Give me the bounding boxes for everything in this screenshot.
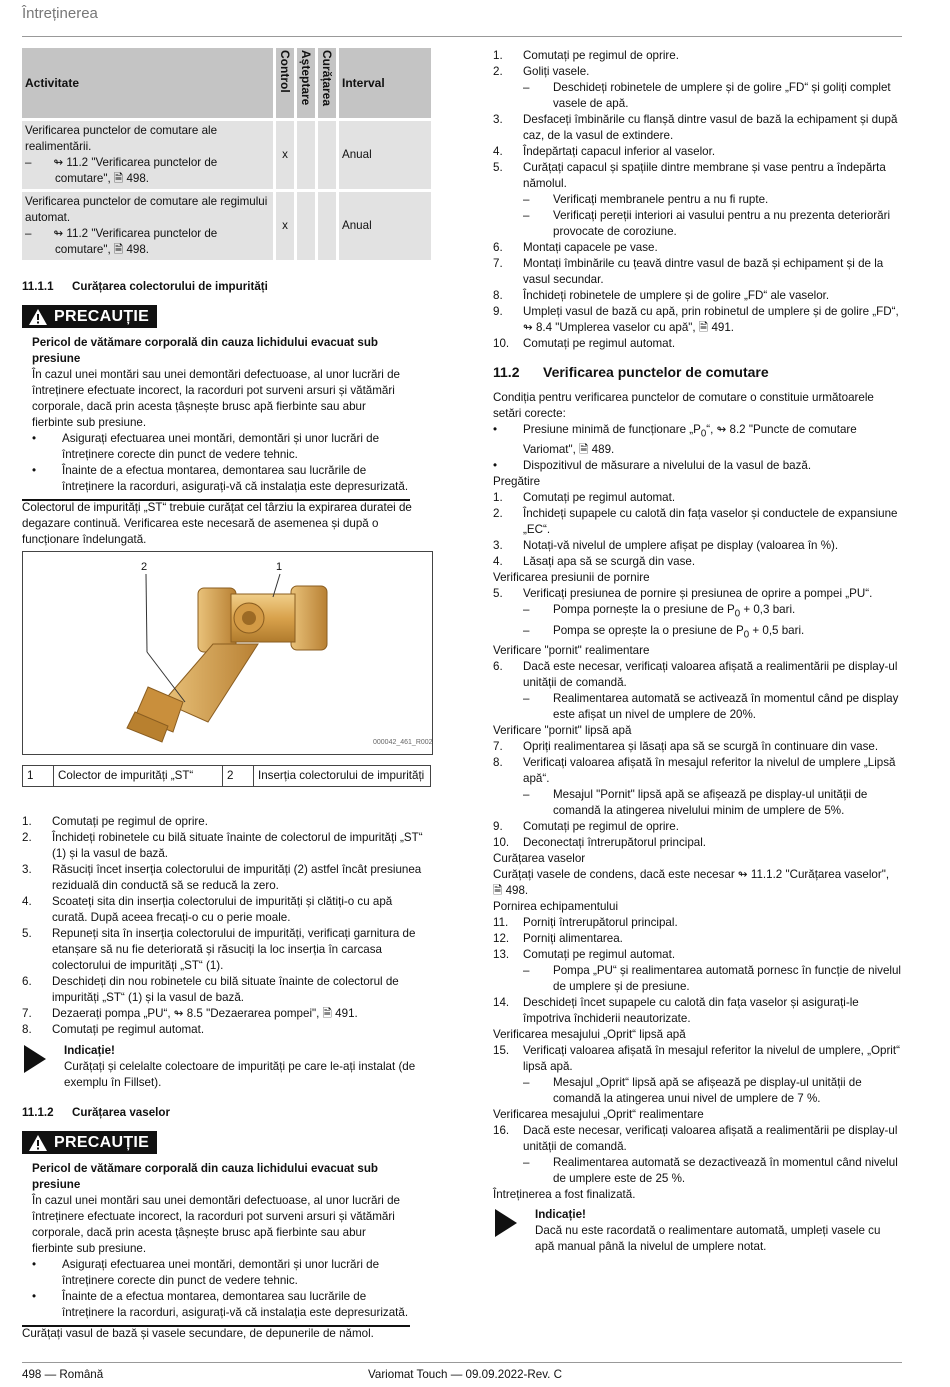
section-heading-1111: 11.1.1 Curățarea colectorului de impurități bbox=[22, 280, 268, 293]
link-arrow-icon: ↬ bbox=[173, 1007, 184, 1020]
activity-ref[interactable]: – ↬ 11.2 "Verificarea punctelor de comutare", 🗎 498. bbox=[25, 156, 218, 185]
note-title: Indicație! bbox=[64, 1044, 115, 1057]
warning-triangle-icon bbox=[28, 308, 48, 326]
note-body: Curățați și celelalte colectoare de impurități pe care le-ați instalat (de exemplu în Fillset). bbox=[64, 1060, 416, 1089]
control-cell: x bbox=[276, 121, 294, 189]
list-item: 10. Deconectați întrerupătorul principal. bbox=[493, 835, 707, 849]
cleaning-cell bbox=[318, 121, 336, 189]
list-item: 5. Verificați presiunea de pornire și presiunea de oprire a pompei „PU“. bbox=[493, 587, 873, 601]
figure-code: 000042_461_R002 bbox=[373, 739, 433, 746]
list-item: 14. Deschideți încet supapele cu calotă din fața vaselor și asigurați-le împotriva închiderii neautorizate. bbox=[493, 995, 859, 1025]
condition-paragraph: Condiția pentru verificarea punctelor de comutare o constituie următoarele setări corecte: bbox=[493, 391, 874, 420]
activity-cell bbox=[22, 121, 273, 189]
right-column bbox=[493, 48, 901, 1255]
list-item: 4. Îndepărtați capacul inferior al vaselor. bbox=[493, 145, 716, 158]
warning-body: În cazul unei montări sau unei demontări defectuoase, al unor lucrări de întreținere efectuate incorect, la racorduri pot surveni arsuri și vătămări corporale, dacă prin acesta țâșnește brusc apă fierbinte sau abur fierbinte sub presiune. bbox=[32, 1194, 400, 1255]
warning-title: Pericol de vătămare corporală din cauza lichidului evacuat sub presiune bbox=[32, 336, 379, 365]
note-box bbox=[22, 1043, 430, 1091]
subheading-refill-on: Verificare "pornit" realimentare bbox=[493, 643, 650, 657]
section-heading-1112: 11.1.2 Curățarea vaselor bbox=[22, 1106, 170, 1119]
interval-cell: Anual bbox=[339, 192, 431, 260]
subheading-lowwater-on: Verificare "pornit" lipsă apă bbox=[493, 723, 632, 737]
sub-item: – Realimentarea automată se dezactivează în momentul când nivelul de umplere este de 25 %. bbox=[523, 1155, 898, 1185]
list-item: 8. Comutați pe regimul automat. bbox=[22, 1023, 205, 1036]
outro-paragraph: Curățați vasul de bază și vasele secundare, de depunerile de nămol. bbox=[22, 1327, 374, 1340]
warning-bullet: • Asigurați efectuarea unei montări, demontări și unor lucrări de întreținere corecte din punct de vedere tehnic. bbox=[32, 432, 380, 461]
list-item: 6. Montați capacele pe vase. bbox=[493, 241, 658, 254]
table-row bbox=[22, 192, 431, 260]
list-item: 5. Curățați capacul și spațiile dintre membrane și vase pentru a îndepărta nămolul. bbox=[493, 161, 886, 190]
note-body: Dacă nu este racordată o realimentare automată, umpleți vasele cu apă manual până la nivelul de umplere notat. bbox=[535, 1223, 881, 1253]
list-item[interactable]: 9. Umpleți vasul de bază cu apă, prin robinetul de umplere și de golire „FD“, ↬ 8.4 "Umplerea vaselor cu apă", 🗎 491. bbox=[493, 305, 899, 334]
sub-item: – Mesajul „Oprit“ lipsă apă se afișează pe display-ul unității de comandă la atingerea unui nivel de umplere de 7 %. bbox=[523, 1075, 862, 1105]
subheading-prep: Pregătire bbox=[493, 475, 541, 489]
page-icon: 🗎 bbox=[113, 243, 124, 256]
warning-bullet: • Asigurați efectuarea unei montări, demontări și unor lucrări de întreținere corecte din punct de vedere tehnic. bbox=[32, 1258, 380, 1287]
list-item: 1. Comutați pe regimul de oprire. bbox=[22, 815, 208, 828]
subheading-start-pressure: Verificarea presiunii de pornire bbox=[493, 571, 650, 585]
legend-text: Inserția colectorului de impurități bbox=[254, 766, 431, 787]
callout-2: 2 bbox=[141, 561, 148, 573]
legend-text: Colector de impurități „ST“ bbox=[54, 766, 223, 787]
link-arrow-icon: ↬ bbox=[737, 867, 748, 881]
note-title: Indicație! bbox=[535, 1207, 586, 1221]
bullet-item: • Dispozitivul de măsurare a nivelului de la vasul de bază. bbox=[493, 459, 812, 473]
list-item: 8. Închideți robinetele de umplere și de golire „FD“ ale vaselor. bbox=[493, 289, 830, 302]
link-arrow-icon: ↬ bbox=[53, 227, 64, 240]
list-item: 15. Verificați valoarea afișată în mesajul referitor la nivelul de umplere, „Oprit“ lipsă apă. bbox=[493, 1043, 900, 1073]
legend-num: 1 bbox=[23, 766, 54, 787]
list-item: 16. Dacă este necesar, verificați valoarea afișată a realimentării pe display-ul unității de comandă. bbox=[493, 1123, 898, 1153]
link-arrow-icon: ↬ bbox=[716, 423, 727, 436]
list-item: 12. Porniți alimentarea. bbox=[493, 931, 623, 945]
cleaning-cell bbox=[318, 192, 336, 260]
subheading-refill-off: Verificarea mesajului „Oprit“ realimentare bbox=[493, 1107, 704, 1121]
page-icon: 🗎 bbox=[493, 883, 503, 897]
subheading-clean-vessels: Curățarea vaselor bbox=[493, 851, 586, 865]
table-header-row bbox=[22, 48, 431, 118]
activity-cell bbox=[22, 192, 273, 260]
list-item: 2. Închideți robinetele cu bilă situate înainte de colectorul de impurități „ST“ (1) și la vasul de bază. bbox=[22, 831, 423, 860]
link-arrow-icon: ↬ bbox=[53, 156, 64, 169]
precaution-badge: PRECAUȚIE bbox=[22, 1131, 157, 1154]
link-arrow-icon: ↬ bbox=[523, 321, 533, 334]
waiting-cell bbox=[297, 192, 315, 260]
list-item: 2. Închideți supapele cu calotă din fața vaselor și conductele de expansiune „EC“. bbox=[493, 507, 898, 537]
list-item: 7. Montați îmbinările cu țeavă dintre vasul de bază și echipament și de la vasul secundar. bbox=[493, 257, 884, 286]
done-text: Întreținerea a fost finalizată. bbox=[493, 1187, 636, 1201]
sub-item: – Realimentarea automată se activează în momentul când pe display este afișat un nivel de umplere de 20%. bbox=[523, 691, 899, 721]
bullet-item[interactable]: • Presiune minimă de funcționare $„P_0“$, ↬ 8.2 "Puncte de comutare Variomat", 🗎 489. bbox=[493, 423, 857, 457]
list-item: 4. Lăsați apa să se scurgă din vase. bbox=[493, 555, 696, 569]
strainer-illustration bbox=[23, 552, 432, 754]
callout-1: 1 bbox=[276, 561, 283, 573]
note-box bbox=[493, 1207, 901, 1255]
subheading-lowwater-off: Verificarea mesajului „Oprit“ lipsă apă bbox=[493, 1027, 686, 1041]
page-icon: 🗎 bbox=[113, 172, 124, 185]
warning-bullet: • Înainte de a efectua montarea, demontarea sau lucrările de întreținere la racorduri, asigurați-vă că instalația este depresurizată. bbox=[32, 464, 409, 493]
precaution-badge: PRECAUȚIE bbox=[22, 305, 157, 328]
col-activity: Activitate bbox=[22, 48, 273, 118]
list-item: 8. Verificați valoarea afișată în mesajul referitor la nivelul de umplere „Lipsă apă“. bbox=[493, 755, 896, 785]
list-item: 3. Notați-vă nivelul de umplere afișat pe display (valoarea în %). bbox=[493, 539, 839, 553]
list-item: 13. Comutați pe regimul automat. bbox=[493, 947, 676, 961]
waiting-cell bbox=[297, 121, 315, 189]
page-icon: 🗎 bbox=[698, 321, 709, 334]
maintenance-table bbox=[19, 45, 434, 263]
warning-box bbox=[22, 305, 410, 501]
list-item: 6. Dacă este necesar, verificați valoarea afișată a realimentării pe display-ul unității de comandă. bbox=[493, 659, 898, 689]
warning-triangle-icon bbox=[28, 1134, 48, 1152]
subheading-startup: Pornirea echipamentului bbox=[493, 899, 619, 913]
activity-text: Verificarea punctelor de comutare ale regimului automat. bbox=[25, 195, 268, 224]
list-item: 6. Deschideți din nou robinetele cu bilă situate înainte de colectorul de impurități „ST“ (1) și la vasul de bază. bbox=[22, 975, 399, 1004]
col-cleaning: Curățarea bbox=[318, 48, 336, 118]
list-item: 3. Desfaceți îmbinările cu flanșă dintre vasul de bază la echipament și după caz, de la vasul de extindere. bbox=[493, 113, 898, 142]
list-item: 2. Goliți vasele. bbox=[493, 65, 590, 78]
col-interval: Interval bbox=[339, 48, 431, 118]
page-icon: 🗎 bbox=[322, 1007, 332, 1020]
sub-item: – Pompa se oprește la o presiune de $P_0 + 0,5$ bari. bbox=[523, 623, 805, 640]
footer-center: Variomat Touch — 09.09.2022-Rev. C bbox=[368, 1368, 562, 1381]
section-heading-112: 11.2 Verificarea punctelor de comutare bbox=[493, 364, 769, 380]
control-cell: x bbox=[276, 192, 294, 260]
list-item: 7. Opriți realimentarea și lăsați apa să se scurgă în continuare din vase. bbox=[493, 739, 879, 753]
activity-text: Verificarea punctelor de comutare ale realimentării. bbox=[25, 124, 218, 153]
sub-item: – Verificați pereții interiori ai vasului pentru a nu prezenta deteriorări provocate de coroziune. bbox=[523, 209, 891, 238]
col-control: Control bbox=[276, 48, 294, 118]
list-item: 5. Repuneți sita în inserția colectorului de impurități, verificați garnitura de etanșare să nu fie deteriorată și răsuciți la loc inserția în carcasa colectorului de impurități „ST“ (1). bbox=[22, 927, 416, 972]
interval-cell: Anual bbox=[339, 121, 431, 189]
steps-list-1111 bbox=[22, 814, 430, 1038]
sub-item: – Pompa pornește la o presiune de $P_0 + 0,3$ bari. bbox=[523, 603, 796, 620]
list-item: 1. Comutați pe regimul automat. bbox=[493, 491, 676, 505]
sub-item: – Deschideți robinetele de umplere și de golire „FD“ și goliți complet vasele de apă. bbox=[523, 81, 891, 110]
note-arrow-icon bbox=[493, 1207, 523, 1255]
list-item: 1. Comutați pe regimul de oprire. bbox=[493, 49, 679, 62]
header-rule bbox=[22, 36, 902, 37]
page-header: Întreținerea bbox=[22, 5, 98, 22]
list-item: 4. Scoateți sita din inserția colectorului de impurități și clătiți-o cu apă curată. După aceea frecați-o cu o perie moale. bbox=[22, 895, 393, 924]
strainer-figure bbox=[22, 551, 433, 755]
activity-ref[interactable]: – ↬ 11.2 "Verificarea punctelor de comutare", 🗎 498. bbox=[25, 227, 218, 256]
list-item: 11. Porniți întrerupătorul principal. bbox=[493, 915, 678, 929]
clean-vessels-text[interactable]: Curățați vasele de condens, dacă este necesar ↬ 11.1.2 "Curățarea vaselor", 🗎 498. bbox=[493, 867, 890, 897]
figure-legend bbox=[22, 765, 431, 787]
warning-bullet: • Înainte de a efectua montarea, demontarea sau lucrările de întreținere la racorduri, asigurați-vă că instalația este depresurizată. bbox=[32, 1290, 409, 1319]
legend-num: 2 bbox=[223, 766, 254, 787]
note-arrow-icon bbox=[22, 1043, 52, 1091]
warning-body: În cazul unei montări sau unei demontări defectuoase, al unor lucrări de întreținere efectuate incorect, la racorduri pot surveni arsuri și vătămări corporale, dacă prin acesta țâșnește brusc apă fierbinte sau abur fierbinte sub presiune. bbox=[32, 368, 400, 429]
page-icon: 🗎 bbox=[579, 443, 589, 457]
list-item[interactable]: 7. Dezaerați pompa „PU“, ↬ 8.5 "Dezaerarea pompei", 🗎 491. bbox=[22, 1007, 358, 1020]
warning-title: Pericol de vătămare corporală din cauza lichidului evacuat sub presiune bbox=[32, 1162, 379, 1191]
footer-left: 498 — Română bbox=[22, 1368, 104, 1381]
footer-rule bbox=[22, 1362, 902, 1363]
sub-item: – Pompa „PU“ și realimentarea automată pornesc în funcție de nivelul de umplere și de presiune. bbox=[523, 963, 901, 993]
list-item: 3. Răsuciți încet inserția colectorului de impurități (2) astfel încât presiunea reziduală din conductă să se reducă la zero. bbox=[22, 863, 422, 892]
sub-item: – Verificați membranele pentru a nu fi rupte. bbox=[523, 193, 769, 206]
list-item: 9. Comutați pe regimul de oprire. bbox=[493, 819, 679, 833]
warning-box bbox=[22, 1131, 410, 1327]
table-row bbox=[22, 121, 431, 189]
list-item: 10. Comutați pe regimul automat. bbox=[493, 337, 676, 350]
col-waiting: Așteptare bbox=[297, 48, 315, 118]
sub-item: – Mesajul "Pornit" lipsă apă se afișează pe display-ul unității de comandă la atingerea nivelului minim de umplere de 5%. bbox=[523, 787, 868, 817]
intro-paragraph: Colectorul de impurități „ST“ trebuie curățat cel târziu la expirarea duratei de degazare continuă. Verificarea este necesară de asemenea și după o funcționare îndelungată. bbox=[22, 501, 412, 546]
